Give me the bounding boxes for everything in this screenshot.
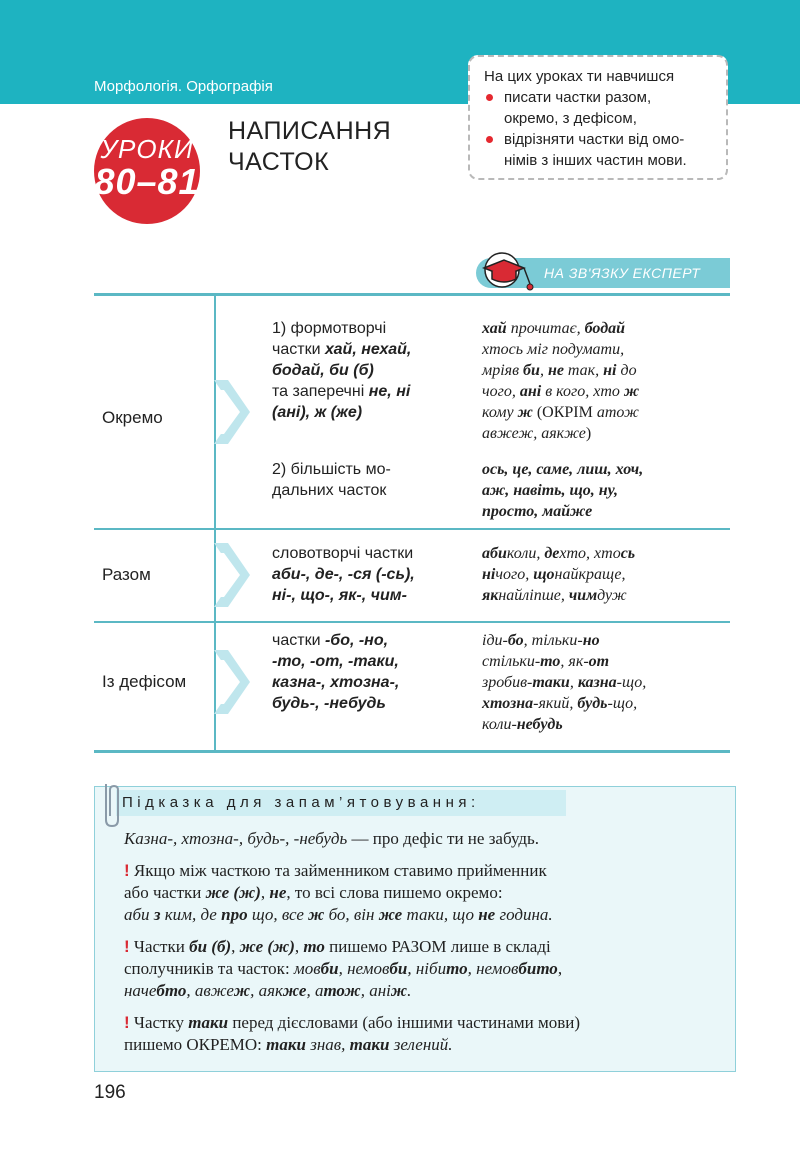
exam-banner-label: НА ЗВ'ЯЗКУ ЕКСПЕРТ: [544, 265, 701, 281]
lesson-numbers: 80–81: [94, 161, 200, 202]
examples-separate-2: ось, це, саме, лиш, хоч, аж, навіть, що, ну, просто, майже: [482, 461, 644, 520]
examples-separate-1: хай прочитає, бодай хтось міг подумати, мріяв би, не так, ні до чого, ані в кого, хто ж кому ж (ОКРІМ атож авжеж, аякже): [482, 320, 640, 442]
examples-hyphen: іди-бо, тільки-но стільки-то, як-от зробив-таки, казна-що, хтозна-який, будь-що, коли-небудь: [482, 632, 647, 733]
chevron-right-icon: [214, 380, 250, 444]
objectives-box: [468, 55, 728, 180]
exclamation-icon: !: [124, 1013, 130, 1032]
rule-separate-1: 1) формотворчі частки хай, нехай, бодай, би (б) та заперечні не, ні (ані), ж (же): [272, 320, 412, 421]
lesson-title: НАПИСАННЯ ЧАСТОК: [228, 117, 392, 176]
hint-rule-2: ! Частки би (б), же (ж), то пишемо РАЗОМ лише в складі сполучників та часток: мовби, немовби, нібито, немовбито, начебто, авжеж, аякже, атож, аніж.: [124, 937, 563, 1000]
table-row-divider: [94, 528, 730, 530]
table-top-rule: [94, 293, 730, 296]
hint-mnemonic: Казна-, хтозна-, будь-, -небудь — про дефіс ти не забудь.: [124, 829, 540, 848]
paperclip-icon: [98, 778, 122, 830]
exclamation-icon: !: [124, 937, 130, 956]
lesson-label: УРОКИ: [100, 134, 194, 164]
exclamation-icon: !: [124, 861, 130, 880]
page-number: 196: [94, 1082, 126, 1103]
graduation-cap-icon: [480, 250, 536, 298]
examples-together: абиколи, дехто, хтось нічого, щонайкраще, якнайліпше, чимдуж: [482, 545, 636, 604]
table-bottom-rule: [94, 750, 730, 753]
objectives-intro: На цих уроках ти навчишся: [484, 68, 675, 85]
section-label: Морфологія. Орфографія: [94, 78, 273, 95]
table-row-divider: [94, 621, 730, 623]
objective-item: писати частки разом, окремо, з дефісом,: [484, 87, 714, 129]
hint-rule-3: ! Частку таки перед дієсловами (або іншими частинами мови) пишемо ОКРЕМО: таки знав, таки зелений.: [124, 1013, 581, 1054]
row-label-together: Разом: [102, 565, 151, 584]
objective-item: відрізняти частки від омо- німів з інших частин мови.: [484, 129, 714, 171]
chevron-right-icon: [214, 650, 250, 714]
hint-heading: Підказка для запам’ятовування:: [116, 790, 566, 816]
chevron-right-icon: [214, 543, 250, 607]
rule-hyphen: частки -бо, -но, -то, -от, -таки, казна-, хтозна-, будь-, -небудь: [272, 632, 400, 712]
row-label-hyphen: Із дефісом: [102, 672, 187, 691]
rule-separate-2: 2) більшість мо- дальних часток: [272, 461, 391, 499]
row-label-separate: Окремо: [102, 408, 163, 427]
lesson-number-badge: [94, 118, 200, 224]
hint-rule-1: ! Якщо між часткою та займенником ставимо прийменник або частки же (ж), не, то всі слова пишемо окремо: аби з ким, де про що, все ж бо, він же таки, що не година.: [124, 861, 553, 924]
rule-together: словотворчі частки аби-, де-, -ся (-сь), ні-, що-, як-, чим-: [272, 545, 415, 604]
